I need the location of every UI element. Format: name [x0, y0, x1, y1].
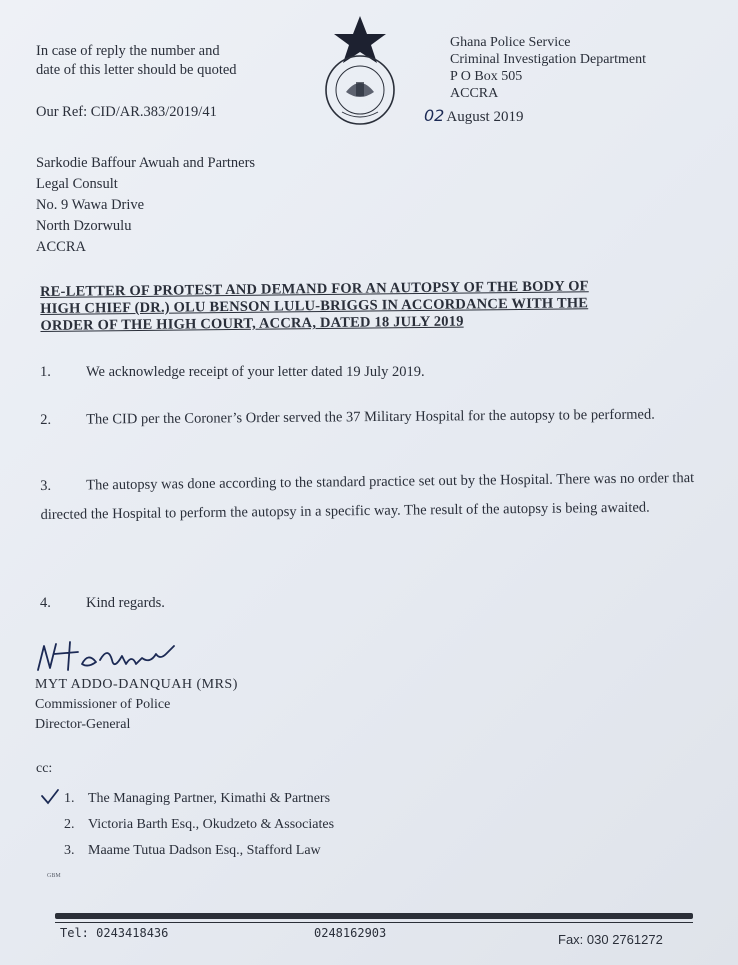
dept-line-2: Criminal Investigation Department [450, 52, 646, 67]
paragraph-text: We acknowledge receipt of your letter dated 19 July 2019. [86, 364, 425, 380]
cc-text: The Managing Partner, Kimathi & Partners [88, 791, 331, 806]
cid-seal [312, 14, 408, 128]
cc-item [44, 838, 334, 864]
paragraph-number: 3. [40, 477, 52, 494]
subject-heading: RE-LETTER OF PROTEST AND DEMAND FOR AN AUTOPSY OF THE BODY OF HIGH CHIEF (DR.) OLU BENSON LULU-BRIGGS IN ACCORDANCE WITH THE ORDER OF THE HIGH COURT, ACCRA, DATED 18 JULY 2019 [40, 278, 589, 334]
reply-instruction [36, 42, 237, 80]
addressee-block [36, 153, 255, 258]
paragraph-text: Kind regards. [86, 595, 165, 611]
paragraph-text: The CID per the Coroner’s Order served the 37 Military Hospital for the autopsy to be performed. [86, 406, 655, 428]
signer-name: MYT ADDO-DANQUAH (MRS) [35, 677, 238, 692]
cc-item [44, 812, 334, 838]
paragraph-3 [40, 464, 695, 530]
signer-title: Commissioner of Police [35, 697, 171, 712]
cc-number: 3. [64, 843, 75, 858]
footer-rule-thin [55, 922, 693, 923]
department-address [450, 34, 646, 102]
addressee-line-5: ACCRA [36, 239, 86, 255]
handwritten-signature [34, 630, 224, 678]
addressee-line-3: No. 9 Wawa Drive [36, 197, 145, 213]
letter-date [424, 106, 523, 126]
dept-line-4: ACCRA [450, 86, 499, 101]
dept-line-3: P O Box 505 [450, 69, 523, 84]
cc-text: Maame Tutua Dadson Esq., Stafford Law [88, 843, 321, 858]
cc-text: Victoria Barth Esq., Okudzeto & Associates [88, 817, 335, 832]
footer-rule [55, 913, 693, 919]
cc-label: cc: [36, 761, 53, 776]
reply-line-2: date of this letter should be quoted [36, 62, 237, 78]
footer-phone-2: 0248162903 [314, 926, 387, 940]
signer-block [35, 675, 238, 735]
checkmark-icon [40, 788, 60, 806]
footer-fax: Fax: 030 2761272 [558, 932, 663, 947]
cc-number: 1. [64, 791, 75, 806]
typist-initials: GBM [47, 873, 61, 879]
signer-role: Director-General [35, 717, 131, 732]
addressee-line-2: Legal Consult [36, 176, 118, 192]
paragraph-4 [40, 593, 340, 613]
paragraph-number: 1. [40, 364, 51, 380]
addressee-line-4: North Dzorwulu [36, 218, 132, 234]
cc-list [44, 786, 334, 864]
reply-line-1: In case of reply the number and [36, 43, 220, 59]
dept-line-1: Ghana Police Service [450, 35, 571, 50]
reference-number: Our Ref: CID/AR.383/2019/41 [36, 104, 217, 120]
paragraph-number: 4. [40, 595, 51, 611]
addressee-line-1: Sarkodie Baffour Awuah and Partners [36, 155, 256, 171]
handwritten-day: 02 [424, 106, 445, 125]
paragraph-number: 2. [40, 411, 52, 428]
paragraph-text: The autopsy was done according to the standard practice set out by the Hospital. There was no order that directed the Hospital to perform the autopsy in a specific way. The result of the autopsy is being awaited. [40, 470, 695, 523]
cc-item [44, 786, 334, 812]
paragraph-1 [40, 362, 680, 382]
date-month-year: August 2019 [446, 109, 524, 125]
footer-telephone: Tel: 0243418436 [60, 926, 169, 940]
cc-number: 2. [64, 817, 75, 832]
paragraph-2 [40, 396, 690, 438]
